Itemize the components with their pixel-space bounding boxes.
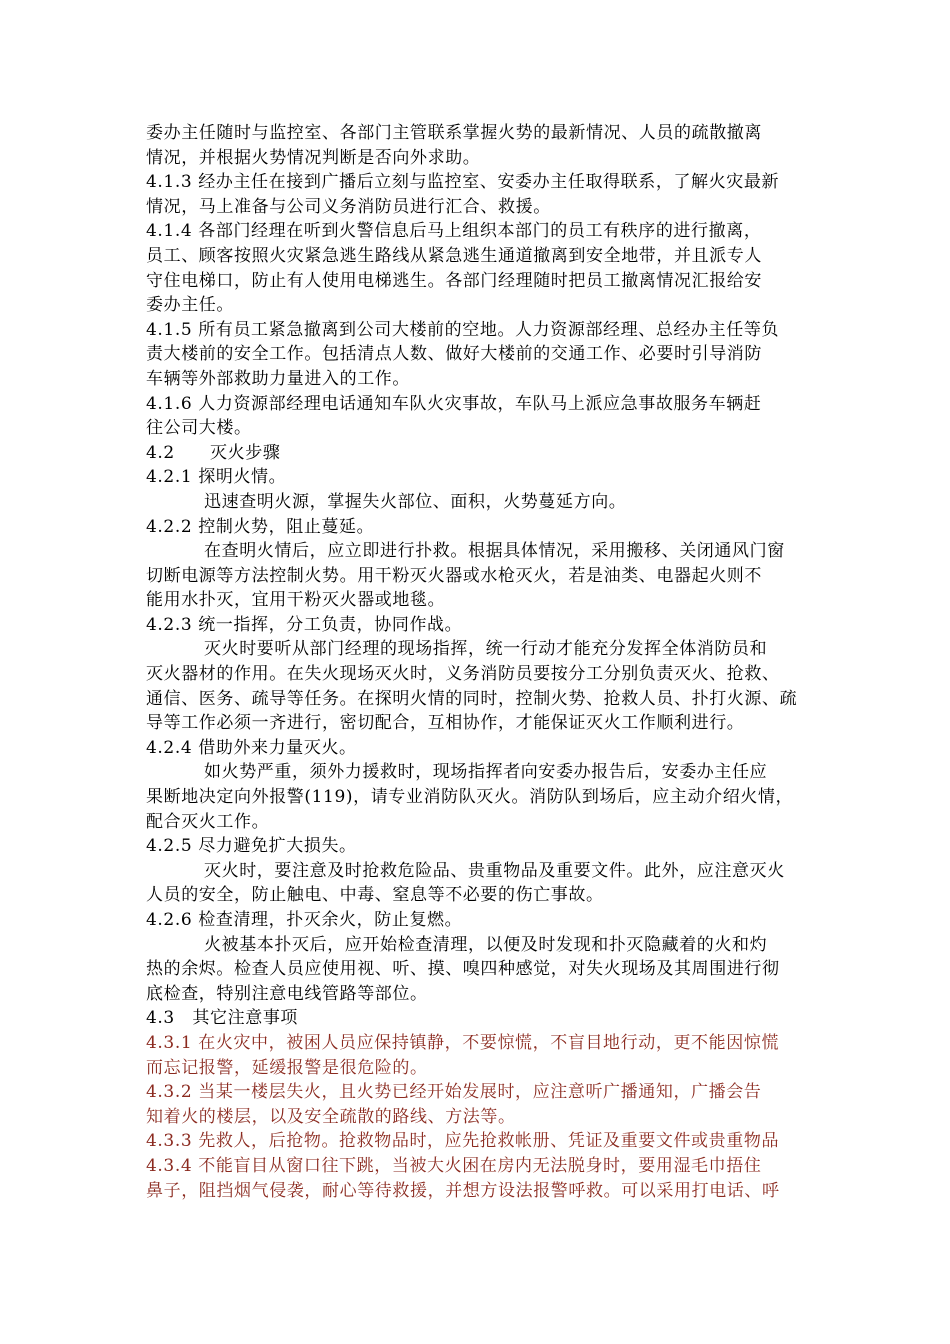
paragraph [146,121,816,170]
paragraph [146,564,816,613]
text-line: 通信、医务、疏导等任务。在探明火情的同时，控制火势、抢救人员、扑打火源、疏 [146,688,798,709]
text-line: 往公司大楼。 [146,418,252,439]
text-line: 责大楼前的安全工作。包括清点人数、做好大楼前的交通工作、必要时引导消防 [146,344,762,365]
paragraph [146,490,816,515]
document-body [146,121,816,1203]
paragraph [146,613,816,638]
text-line: 员工、顾客按照火灾紧急逃生路线从紧急逃生通道撤离到安全地带，并且派专人 [146,245,762,266]
text-line: 迅速查明火源，掌握失火部位、面积，火势蔓延方向。 [204,491,627,512]
text-line: 4.3.3 先救人，后抢物。抢救物品时，应先抢救帐册、凭证及重要文件或贵重物品 [146,1131,780,1152]
paragraph [146,1080,816,1129]
paragraph [146,883,816,908]
text-line: 4.2.4 借助外来力量灭火。 [146,737,357,758]
paragraph [146,760,816,785]
text-line: 鼻子，阻挡烟气侵袭，耐心等待救援，并想方设法报警呼救。可以采用打电话、呼 [146,1180,780,1201]
text-line: 4.1.6 人力资源部经理电话通知车队火灾事故，车队马上派应急事故服务车辆赶 [146,393,762,414]
text-line: 灭火时要听从部门经理的现场指挥，统一行动才能充分发挥全体消防员和 [204,639,768,660]
text-line: 4.2.2 控制火势，阻止蔓延。 [146,516,375,537]
paragraph [146,465,816,490]
text-line: 4.3 其它注意事项 [146,1008,299,1029]
text-line: 果断地决定向外报警(119)，请专业消防队灭火。消防队到场后，应主动介绍火情， [146,787,794,808]
paragraph [146,515,816,540]
text-line: 4.3.1 在火灾中，被困人员应保持镇静，不要惊慌，不盲目地行动，更不能因惊慌 [146,1032,780,1053]
text-line: 配合灭火工作。 [146,811,270,832]
text-line: 4.2.1 探明火情。 [146,467,287,488]
paragraph [146,933,816,958]
text-line: 灭火时，要注意及时抢救危险品、贵重物品及重要文件。此外，应注意灭火 [204,860,785,881]
text-line: 在查明火情后，应立即进行扑救。根据具体情况，采用搬移、关闭通风门窗 [204,541,785,562]
text-line: 火被基本扑灭后，应开始检查清理，以便及时发现和扑灭隐藏着的火和灼 [204,934,768,955]
text-line: 灭火器材的作用。在失火现场灭火时，义务消防员要按分工分别负责灭火、抢救、 [146,664,780,685]
paragraph [146,1129,816,1154]
paragraph [146,170,816,219]
paragraph [146,785,816,834]
text-line: 底检查，特别注意电线管路等部位。 [146,983,428,1004]
text-line: 4.1.3 经办主任在接到广播后立刻与监控室、安委办主任取得联系，了解火灾最新 [146,172,780,193]
text-line: 热的余烬。检查人员应使用视、听、摸、嗅四种感觉，对失火现场及其周围进行彻 [146,959,780,980]
paragraph [146,318,816,392]
text-line: 4.1.4 各部门经理在听到火警信息后马上组织本部门的员工有秩序的进行撤离， [146,221,762,242]
paragraph [146,219,816,317]
paragraph [146,637,816,662]
paragraph [146,1031,816,1080]
text-line: 而忘记报警，延缓报警是很危险的。 [146,1057,428,1078]
text-line: 情况，并根据火势情况判断是否向外求助。 [146,147,481,168]
text-line: 4.3.2 当某一楼层失火，且火势已经开始发展时，应注意听广播通知，广播会告 [146,1082,762,1103]
paragraph [146,1154,816,1203]
paragraph [146,662,816,736]
text-line: 导等工作必须一齐进行，密切配合，互相协作，才能保证灭火工作顺利进行。 [146,713,745,734]
paragraph [146,859,816,884]
text-line: 4.2.3 统一指挥，分工负责，协同作战。 [146,614,463,635]
text-line: 委办主任随时与监控室、各部门主管联系掌握火势的最新情况、人员的疏散撤离 [146,123,762,143]
text-line: 4.2.5 尽力避免扩大损失。 [146,836,357,857]
text-line: 委办主任。 [146,295,234,316]
text-line: 切断电源等方法控制火势。用干粉灭火器或水枪灭火，若是油类、电器起火则不 [146,565,762,586]
paragraph [146,908,816,933]
text-line: 车辆等外部救助力量进入的工作。 [146,368,410,389]
paragraph [146,539,816,564]
text-line: 能用水扑灭，宜用干粉灭火器或地毯。 [146,590,446,611]
text-line: 4.1.5 所有员工紧急撤离到公司大楼前的空地。人力资源部经理、总经办主任等负 [146,319,780,340]
text-line: 守住电梯口，防止有人使用电梯逃生。各部门经理随时把员工撤离情况汇报给安 [146,270,762,291]
paragraph [146,441,816,466]
text-line: 知着火的楼层，以及安全疏散的路线、方法等。 [146,1106,516,1127]
paragraph [146,392,816,441]
text-line: 4.3.4 不能盲目从窗口往下跳，当被大火困在房内无法脱身时，要用湿毛巾捂住 [146,1155,762,1176]
text-line: 情况，马上准备与公司义务消防员进行汇合、救援。 [146,196,551,217]
paragraph [146,1006,816,1031]
paragraph [146,736,816,761]
text-line: 如火势严重，须外力援救时，现场指挥者向安委办报告后，安委办主任应 [204,762,768,783]
text-line: 4.2.6 检查清理，扑灭余火，防止复燃。 [146,910,463,930]
paragraph [146,834,816,859]
paragraph [146,957,816,1006]
text-line: 4.2 灭火步骤 [146,442,281,463]
text-line: 人员的安全，防止触电、中毒、窒息等不必要的伤亡事故。 [146,885,604,906]
